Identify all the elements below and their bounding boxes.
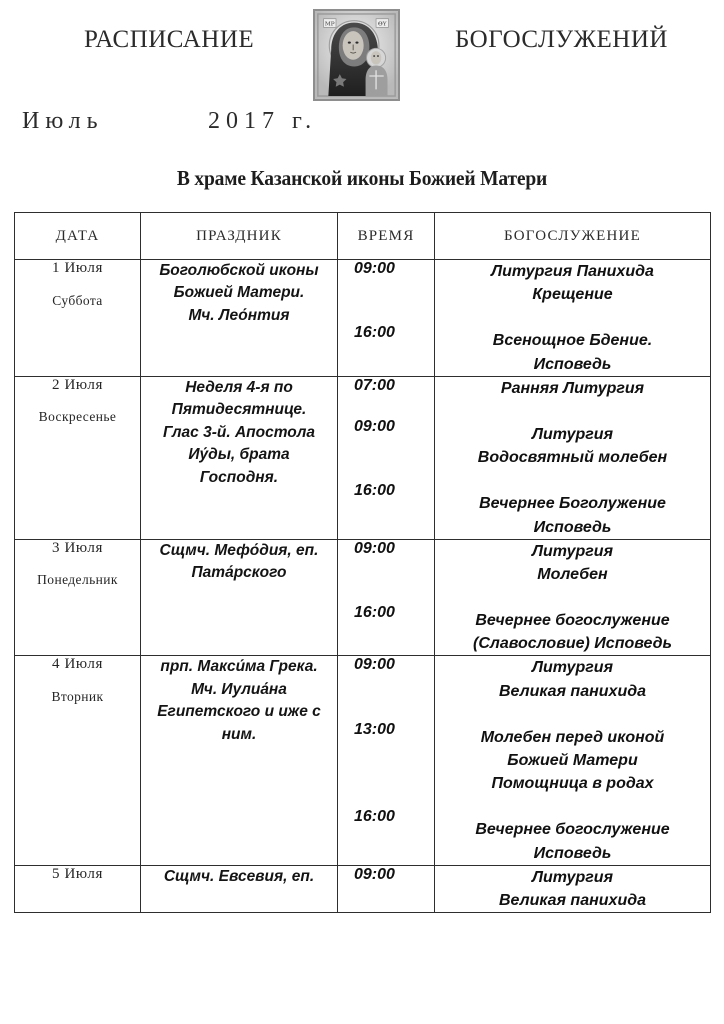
service-time: 09:00 bbox=[354, 417, 395, 435]
time-entry bbox=[338, 377, 434, 395]
masthead-word-raspisanie: РАСПИСАНИЕ bbox=[84, 26, 255, 53]
column-header-time: ВРЕМЯ bbox=[338, 213, 435, 260]
date-day: 5 Июля bbox=[52, 865, 103, 882]
table-row bbox=[15, 656, 711, 865]
time-entry bbox=[338, 418, 434, 459]
service-line: Вечернее богослужение bbox=[475, 612, 670, 630]
service-line: Исповедь bbox=[533, 844, 612, 862]
date-day: 3 Июля bbox=[52, 539, 103, 556]
service-time: 13:00 bbox=[354, 720, 395, 738]
feast-line: Мч. Иулиа́на bbox=[191, 680, 287, 698]
table-row bbox=[15, 865, 711, 912]
service-entry bbox=[435, 818, 710, 864]
time-entry bbox=[338, 604, 434, 645]
feast-line: ним. bbox=[221, 725, 257, 743]
feast-line: Господня. bbox=[199, 468, 279, 486]
feast-line: Сщмч. Мефо́дия, еп. bbox=[159, 541, 319, 559]
service-line: Всенощное Бдение. bbox=[492, 332, 653, 350]
feast-line: Глас 3-й. Апостола bbox=[162, 423, 316, 441]
cell-service bbox=[435, 865, 711, 912]
cell-feast bbox=[141, 539, 338, 656]
column-header-feast: ПРАЗДНИК bbox=[141, 213, 338, 260]
column-header-date: ДАТА bbox=[15, 213, 141, 260]
spacer bbox=[338, 395, 434, 418]
service-time: 07:00 bbox=[354, 376, 395, 394]
svg-text:ΘΥ: ΘΥ bbox=[378, 21, 387, 28]
service-line: Молебен перед иконой bbox=[480, 728, 665, 746]
cell-date bbox=[15, 656, 141, 865]
spacer bbox=[435, 795, 710, 818]
service-entry bbox=[435, 329, 710, 375]
period-year: 2017 г. bbox=[208, 108, 318, 134]
cell-feast bbox=[141, 865, 338, 912]
spacer bbox=[338, 698, 434, 721]
service-time: 09:00 bbox=[354, 656, 395, 674]
cell-date bbox=[15, 865, 141, 912]
feast-line: прп. Макси́ма Грека. bbox=[160, 658, 318, 676]
spacer bbox=[338, 785, 434, 808]
service-entry bbox=[435, 423, 710, 469]
cell-date bbox=[15, 260, 141, 377]
time-entry bbox=[338, 324, 434, 365]
time-entry bbox=[338, 866, 434, 907]
service-line: Литургия bbox=[532, 425, 613, 443]
column-header-service: БОГОСЛУЖЕНИЕ bbox=[435, 213, 711, 260]
date-weekday: Понедельник bbox=[37, 572, 118, 588]
cell-service bbox=[435, 539, 711, 656]
service-line: Вечернее богослужение bbox=[475, 821, 670, 839]
service-entry bbox=[435, 260, 710, 306]
feast-line: Сщмч. Евсевия, еп. bbox=[163, 867, 315, 885]
masthead-word-bogosluzheniy: БОГОСЛУЖЕНИЙ bbox=[455, 26, 668, 53]
table-body bbox=[15, 260, 711, 913]
spacer bbox=[338, 581, 434, 604]
feast-line: Боголюбской иконы bbox=[159, 262, 319, 279]
feast-line: Неделя 4-я по bbox=[185, 378, 293, 396]
service-time: 16:00 bbox=[354, 808, 395, 825]
service-entry bbox=[435, 609, 710, 655]
service-line: Литургия bbox=[532, 659, 613, 677]
service-line: (Славословие) Исповедь bbox=[473, 635, 672, 653]
cell-feast bbox=[141, 260, 338, 377]
service-entry bbox=[435, 540, 710, 586]
cell-service bbox=[435, 656, 711, 865]
spacer bbox=[435, 586, 710, 609]
cell-date bbox=[15, 539, 141, 656]
time-entry bbox=[338, 808, 434, 849]
cell-time bbox=[338, 656, 435, 865]
table-header bbox=[15, 213, 711, 260]
time-entry bbox=[338, 482, 434, 523]
table-header-row bbox=[15, 213, 711, 260]
date-weekday: Вторник bbox=[51, 688, 104, 704]
svg-text:МР: МР bbox=[324, 21, 335, 28]
cell-time bbox=[338, 865, 435, 912]
time-entry bbox=[338, 721, 434, 785]
time-entry bbox=[338, 540, 434, 581]
service-entry bbox=[435, 492, 710, 538]
feast-line: Мч. Лео́нтия bbox=[188, 306, 290, 324]
service-line: Литургия bbox=[532, 542, 613, 560]
service-line: Ранняя Литургия bbox=[500, 379, 645, 397]
service-entry bbox=[435, 377, 710, 400]
service-time: 16:00 bbox=[354, 481, 395, 499]
spacer bbox=[338, 459, 434, 482]
table-row bbox=[15, 539, 711, 656]
feast-line: Божией Матери. bbox=[173, 284, 305, 302]
period-line bbox=[0, 100, 724, 158]
time-entry bbox=[338, 260, 434, 301]
service-line: Исповедь bbox=[533, 518, 612, 536]
kazan-icon-of-the-mother-of-god-icon bbox=[313, 9, 400, 101]
date-day: 4 Июля bbox=[52, 656, 103, 673]
service-line: Водосвятный молебен bbox=[477, 449, 668, 467]
masthead bbox=[0, 0, 724, 100]
service-time: 09:00 bbox=[354, 539, 395, 557]
schedule-table bbox=[14, 212, 711, 913]
cell-feast bbox=[141, 656, 338, 865]
table-row bbox=[15, 376, 711, 539]
feast-line: Иу́ды, брата bbox=[188, 446, 290, 464]
feast-line: Египетского и иже с bbox=[157, 703, 321, 721]
service-line: Великая панихида bbox=[498, 682, 646, 700]
service-line: Исповедь bbox=[533, 355, 612, 373]
feast-line: Пата́рского bbox=[191, 564, 287, 582]
time-entry bbox=[338, 656, 434, 697]
cell-time bbox=[338, 376, 435, 539]
cell-service bbox=[435, 376, 711, 539]
service-line: Молебен bbox=[537, 565, 608, 583]
cell-date bbox=[15, 376, 141, 539]
service-line: Великая панихида bbox=[498, 891, 646, 909]
cell-time bbox=[338, 260, 435, 377]
service-line: Литургия Панихида bbox=[491, 263, 654, 280]
schedule-table-container bbox=[14, 212, 710, 913]
table-row bbox=[15, 260, 711, 377]
spacer bbox=[435, 400, 710, 423]
spacer bbox=[435, 703, 710, 726]
service-entry bbox=[435, 866, 710, 912]
date-weekday: Суббота bbox=[52, 292, 103, 308]
service-time: 16:00 bbox=[354, 603, 395, 621]
cell-service bbox=[435, 260, 711, 377]
service-line: Божией Матери bbox=[507, 752, 638, 769]
period-month: Июль bbox=[22, 108, 104, 134]
feast-line: Пятидесятнице. bbox=[171, 401, 307, 419]
service-time: 09:00 bbox=[354, 260, 395, 277]
service-line: Крещение bbox=[532, 286, 613, 304]
service-entry bbox=[435, 656, 710, 702]
cell-time bbox=[338, 539, 435, 656]
service-line: Помощница в родах bbox=[491, 775, 654, 793]
cell-feast bbox=[141, 376, 338, 539]
date-weekday: Воскресенье bbox=[38, 409, 117, 425]
spacer bbox=[435, 306, 710, 329]
service-time: 09:00 bbox=[354, 865, 395, 883]
service-entry bbox=[435, 726, 710, 796]
date-day: 1 Июля bbox=[52, 260, 103, 276]
spacer bbox=[338, 301, 434, 324]
church-title: В храме Казанской иконы Божией Матери bbox=[176, 166, 548, 190]
date-day: 2 Июля bbox=[52, 376, 103, 393]
spacer bbox=[435, 469, 710, 492]
service-line: Вечернее Боголужение bbox=[479, 495, 666, 513]
service-line: Литургия bbox=[532, 868, 613, 886]
service-time: 16:00 bbox=[354, 324, 395, 342]
